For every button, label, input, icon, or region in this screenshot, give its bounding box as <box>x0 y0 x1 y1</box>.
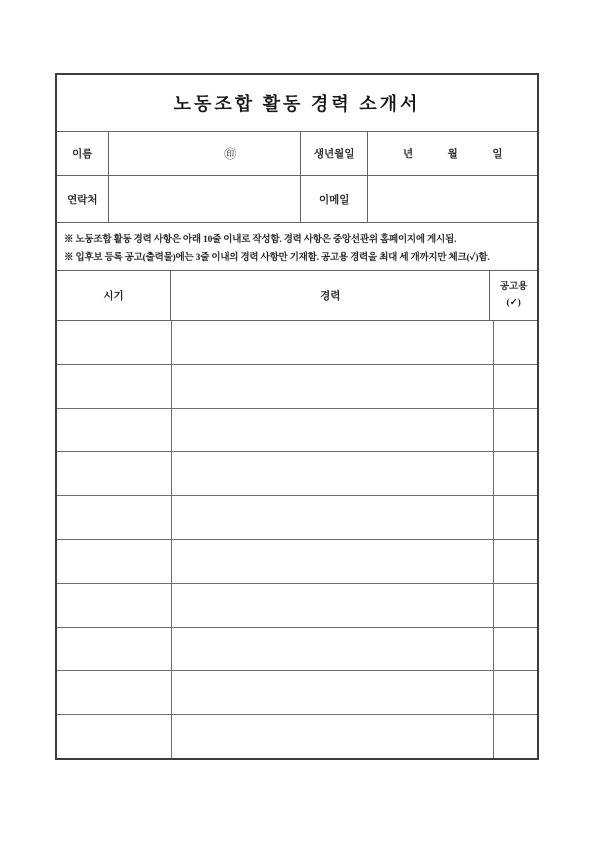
period-input-cell[interactable] <box>57 409 172 452</box>
announce-check-cell[interactable] <box>494 409 537 452</box>
career-input-cell[interactable] <box>172 496 494 539</box>
announce-check-column-header <box>490 271 537 320</box>
career-table-row <box>57 496 537 540</box>
career-table-row <box>57 321 537 365</box>
name-input-cell[interactable] <box>109 132 301 175</box>
career-table-row <box>57 409 537 453</box>
form-title: 노동조합 활동 경력 소개서 <box>173 94 421 114</box>
period-input-cell[interactable] <box>57 715 172 758</box>
career-input-cell[interactable] <box>172 409 494 452</box>
career-table-row <box>57 540 537 584</box>
announce-check-cell[interactable] <box>494 321 537 364</box>
career-input-cell[interactable] <box>172 671 494 714</box>
period-input-cell[interactable] <box>57 365 172 408</box>
announce-header-text: 공고용 <box>499 282 528 293</box>
note-line-1: ※ 노동조합 활동 경력 사항은 아래 10줄 이내로 작성함. 경력 사항은 중앙선관위 홈페이지에 게시됨. <box>64 235 457 246</box>
announce-check-cell[interactable] <box>494 452 537 495</box>
career-table-row <box>57 715 537 758</box>
career-input-cell[interactable] <box>172 540 494 583</box>
announce-check-cell[interactable] <box>494 540 537 583</box>
period-input-cell[interactable] <box>57 584 172 627</box>
email-label: 이메일 <box>301 176 368 222</box>
career-input-cell[interactable] <box>172 321 494 364</box>
career-input-cell[interactable] <box>172 584 494 627</box>
announce-check-cell[interactable] <box>494 496 537 539</box>
announce-check-cell[interactable] <box>494 584 537 627</box>
date-units <box>368 146 537 161</box>
career-table-row <box>57 671 537 715</box>
period-column-header: 시기 <box>57 271 171 320</box>
announce-check-cell[interactable] <box>494 628 537 671</box>
year-unit-label: 년 <box>402 149 414 160</box>
career-table-row <box>57 365 537 409</box>
notes-section <box>57 223 537 271</box>
period-input-cell[interactable] <box>57 452 172 495</box>
day-unit-label: 일 <box>492 149 503 160</box>
contact-label: 연락처 <box>57 176 109 222</box>
announce-checkmark-text: (✓) <box>506 297 521 308</box>
career-table-header <box>57 271 537 321</box>
birthdate-label: 생년월일 <box>301 132 368 175</box>
career-column-header: 경력 <box>171 271 490 320</box>
month-unit-label: 월 <box>447 149 458 160</box>
contact-input-cell[interactable] <box>109 176 301 222</box>
announce-check-cell[interactable] <box>494 715 537 758</box>
career-table-row <box>57 628 537 672</box>
career-table-row <box>57 584 537 628</box>
email-input-cell[interactable] <box>368 176 537 222</box>
name-label: 이름 <box>57 132 109 175</box>
period-input-cell[interactable] <box>57 540 172 583</box>
title-section <box>57 75 537 132</box>
birthdate-input-cell[interactable] <box>368 132 537 175</box>
career-input-cell[interactable] <box>172 452 494 495</box>
name-birth-row <box>57 132 537 176</box>
career-input-cell[interactable] <box>172 365 494 408</box>
announce-check-cell[interactable] <box>494 365 537 408</box>
period-input-cell[interactable] <box>57 628 172 671</box>
stamp-seal-mark: ㊞ <box>224 147 237 161</box>
career-input-cell[interactable] <box>172 715 494 758</box>
career-intro-form <box>55 73 539 760</box>
career-table-row <box>57 452 537 496</box>
career-table-body <box>57 321 537 758</box>
announce-check-cell[interactable] <box>494 671 537 714</box>
career-input-cell[interactable] <box>172 628 494 671</box>
note-line-2: ※ 입후보 등록 공고(출력물)에는 3줄 이내의 경력 사항만 기재함. 공고용 경력을 최대 세 개까지만 체크(✓)함. <box>64 252 490 263</box>
period-input-cell[interactable] <box>57 671 172 714</box>
period-input-cell[interactable] <box>57 321 172 364</box>
period-input-cell[interactable] <box>57 496 172 539</box>
contact-email-row <box>57 176 537 223</box>
